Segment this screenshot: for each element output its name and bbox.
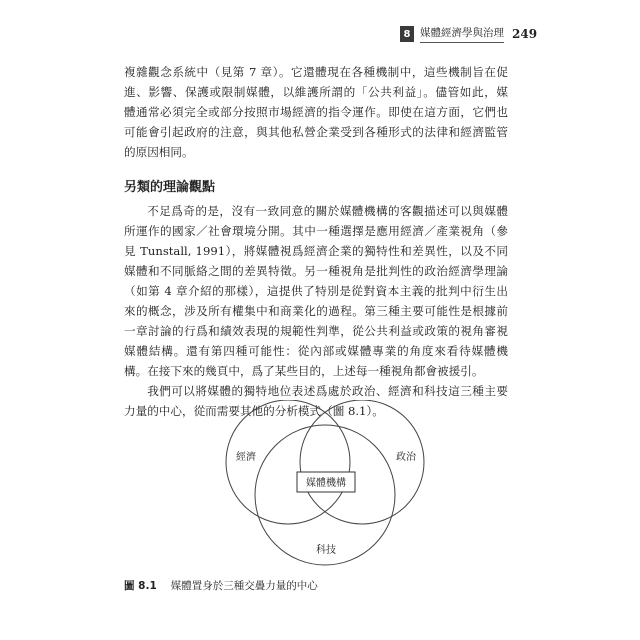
paragraph-1	[124, 62, 508, 162]
paragraph-2	[124, 201, 508, 381]
text-line: （如第 4 章介紹的那樣），這提供了特別是從對資本主義的批判中衍生出	[124, 284, 508, 298]
text-line: 體通常必須完全或部分按照市場經濟的指令運作。即使在這方面，它們也	[124, 105, 508, 119]
text-line: 進、影響、保護或限制媒體，以維護所謂的「公共利益」。儘管如此，媒	[124, 85, 508, 99]
running-header	[400, 24, 570, 44]
technology-label: 科技	[316, 545, 336, 556]
caption-text: 媒體置身於三種交疊力量的中心	[170, 580, 318, 592]
text-line: 我們可以將媒體的獨特地位表述爲處於政治、經濟和科技這三種主要	[147, 384, 508, 398]
chapter-number-box: 8	[400, 26, 414, 42]
text-line: 複雜觀念系統中（見第 7 章）。它還體現在各種機制中，這些機制旨在促	[124, 65, 508, 79]
caption-number: 圖 8.1	[124, 580, 157, 592]
text-line: 媒體結構。還有第四種可能性：從內部或媒體專業的角度來看待媒體機	[124, 344, 508, 358]
text-line: 媒體和不同脈絡之間的差異特徵。另一種視角是批判性的政治經濟學理論	[124, 264, 508, 278]
figure-caption	[124, 578, 508, 593]
text-line: 構。在接下來的幾頁中，爲了某些目的，上述每一種視角都會被援引。	[124, 364, 484, 378]
venn-diagram	[200, 400, 450, 570]
page-number: 249	[512, 27, 538, 41]
text-line: 來的概念，涉及所有權集中和商業化的過程。第三種主要可能性是根據前	[124, 304, 508, 318]
chapter-title: 媒體經濟學與治理	[420, 25, 504, 43]
section-heading: 另類的理論觀點	[124, 180, 216, 195]
text-line: 可能會引起政府的注意，與其他私營企業受到各種形式的法律和經濟監管	[124, 125, 508, 139]
economy-label: 經濟	[236, 452, 256, 463]
text-line: 見 Tunstall, 1991），將媒體視爲經濟企業的獨特性和差異性，以及不同	[124, 244, 508, 258]
center-label: 媒體機構	[306, 478, 346, 489]
text-line: 一章討論的行爲和績效表現的規範性判準，從公共利益或政策的視角審視	[124, 324, 508, 338]
text-line: 的原因相同。	[124, 145, 194, 159]
politics-label: 政治	[396, 452, 416, 463]
text-line: 不足爲奇的是，沒有一致同意的關於媒體機構的客觀描述可以與媒體	[147, 204, 508, 218]
technology-circle-visible	[255, 425, 395, 565]
text-line: 力量的中心，從而需要其他的分析模式（圖 8.1）。	[124, 404, 384, 418]
text-line: 所運作的國家／社會環境分開。其中一種選擇是應用經濟／產業視角（參	[124, 224, 508, 238]
body-text	[124, 62, 508, 421]
